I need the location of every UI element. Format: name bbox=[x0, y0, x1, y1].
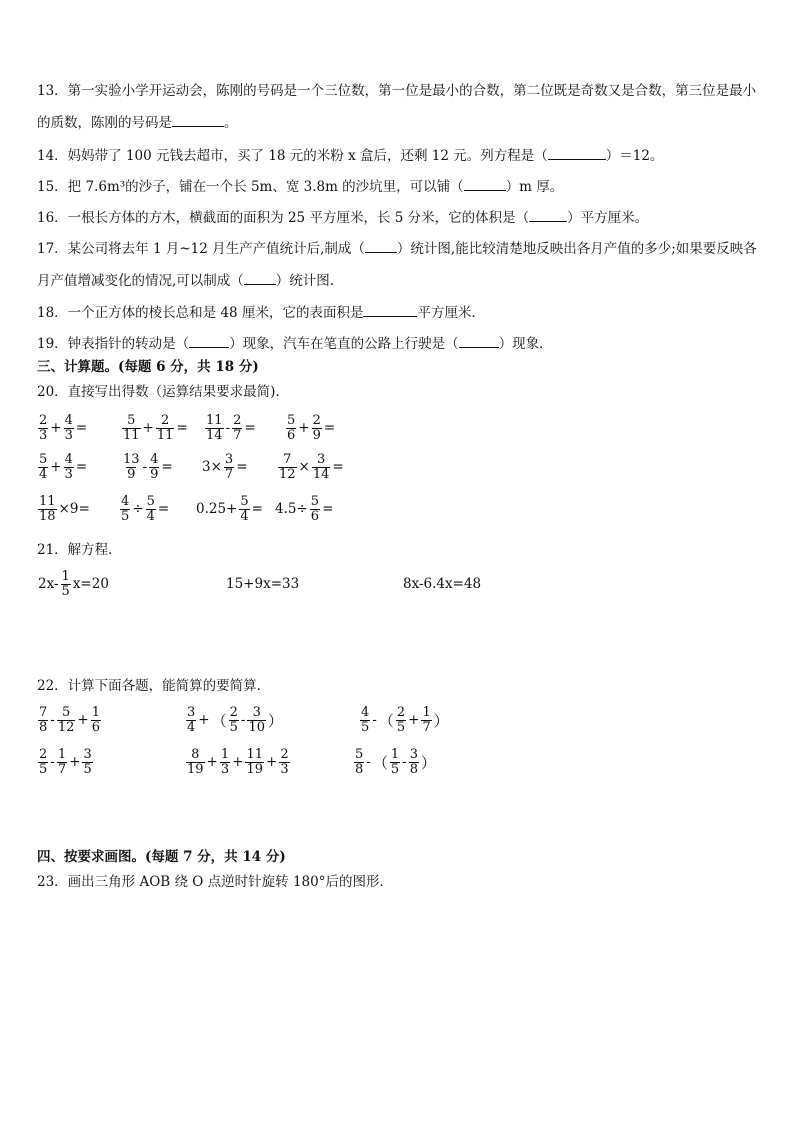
denominator: 12 bbox=[57, 719, 75, 735]
numerator: 11 bbox=[206, 412, 223, 428]
equation bbox=[225, 567, 300, 601]
expr bbox=[353, 745, 437, 779]
operator: - bbox=[240, 712, 246, 728]
equation bbox=[37, 567, 110, 601]
numerator: 5 bbox=[355, 746, 364, 762]
operator: + bbox=[232, 754, 244, 770]
answer-blank[interactable] bbox=[189, 334, 229, 348]
numerator: 4 bbox=[64, 451, 73, 467]
fraction bbox=[156, 414, 175, 443]
fraction bbox=[247, 706, 266, 735]
fraction bbox=[146, 495, 156, 524]
numerator: 5 bbox=[146, 493, 155, 509]
expr bbox=[195, 492, 264, 526]
numerator: 1 bbox=[390, 746, 400, 762]
denominator: 10 bbox=[248, 719, 265, 735]
fraction bbox=[286, 414, 296, 443]
expr bbox=[121, 450, 174, 484]
fraction bbox=[186, 706, 196, 735]
numerator: 5 bbox=[127, 412, 136, 428]
fraction bbox=[122, 453, 141, 482]
denominator: 14 bbox=[206, 427, 223, 443]
expr bbox=[277, 450, 345, 484]
fraction bbox=[38, 495, 57, 524]
section-3-heading: 三、计算题。(每题 6 分，共 18 分) bbox=[37, 359, 259, 375]
denominator: 5 bbox=[229, 719, 238, 735]
fraction bbox=[279, 748, 289, 777]
expr bbox=[37, 703, 102, 737]
denominator: 5 bbox=[121, 508, 130, 524]
numerator: 4 bbox=[121, 493, 130, 509]
operator: = bbox=[244, 420, 256, 436]
question-19: 19．钟表指针的转动是（ ）现象，汽车在笔直的公路上行驶是（ ）现象． bbox=[37, 336, 553, 352]
section-4-heading: 四、按要求画图。(每题 7 分，共 14 分) bbox=[37, 849, 286, 865]
fraction bbox=[239, 495, 249, 524]
expr bbox=[119, 492, 170, 526]
operator: = bbox=[332, 459, 344, 475]
fraction bbox=[38, 414, 48, 443]
numerator: 13 bbox=[123, 451, 140, 467]
fraction bbox=[224, 453, 234, 482]
answer-blank[interactable] bbox=[464, 177, 506, 191]
operator: = bbox=[251, 501, 263, 517]
answer-blank[interactable] bbox=[365, 239, 397, 253]
fraction bbox=[396, 706, 406, 735]
numerator: 2 bbox=[233, 412, 242, 428]
denominator: 11 bbox=[123, 427, 140, 443]
question-20: 20．直接写出得数（运算结果要求最简)． bbox=[37, 384, 289, 400]
numerator: 11 bbox=[39, 493, 56, 509]
fraction bbox=[205, 414, 224, 443]
expr bbox=[285, 411, 336, 445]
parenthesis: （ bbox=[378, 711, 394, 730]
numerator: 3 bbox=[409, 746, 418, 762]
denominator: 4 bbox=[187, 719, 196, 735]
numerator: 3 bbox=[83, 746, 92, 762]
operator: = bbox=[323, 420, 336, 436]
denominator: 5 bbox=[61, 583, 70, 599]
operator: + bbox=[198, 712, 210, 728]
fraction bbox=[149, 453, 159, 482]
numerator: 8 bbox=[191, 746, 200, 762]
denominator: 6 bbox=[287, 427, 296, 443]
denominator: 5 bbox=[83, 761, 92, 777]
denominator: 7 bbox=[57, 761, 67, 777]
question-23: 23．画出三角形 AOB 绕 O 点逆时针旋转 180°后的图形． bbox=[37, 874, 393, 890]
denominator: 11 bbox=[156, 427, 174, 443]
expr bbox=[37, 745, 94, 779]
numerator: 1 bbox=[220, 746, 230, 762]
expr bbox=[201, 450, 249, 484]
expr bbox=[274, 492, 334, 526]
denominator: 12 bbox=[279, 466, 296, 482]
operator: + bbox=[206, 754, 218, 770]
numerator: 3 bbox=[252, 704, 261, 720]
parenthesis: （ bbox=[211, 711, 227, 730]
numerator: 5 bbox=[61, 704, 71, 720]
operator: 8x-6.4x=48 bbox=[403, 576, 482, 592]
fraction bbox=[120, 495, 130, 524]
operator: - bbox=[402, 754, 407, 770]
question-17: 17．某公司将去年 1 月~12 月生产产值统计后,制成（ ）统计图,能比较清楚地反映出各月产值的多少;如果要反映各月产值增减变化的情况,可以制成（ ）统计图. bbox=[37, 241, 757, 289]
operator: - bbox=[225, 420, 231, 436]
operator: = bbox=[75, 459, 88, 475]
fraction bbox=[57, 706, 76, 735]
operator: - bbox=[50, 754, 55, 770]
operator: + bbox=[408, 712, 420, 728]
expr bbox=[37, 450, 88, 484]
denominator: 4 bbox=[146, 508, 155, 524]
denominator: 9 bbox=[150, 466, 159, 482]
numerator: 5 bbox=[39, 451, 48, 467]
fraction bbox=[64, 453, 74, 482]
question-14: 14．妈妈带了 100 元钱去超市，买了 18 元的米粉 x 盒后，还剩 12 元。列方程是（ ）＝12。 bbox=[37, 148, 664, 164]
answer-blank[interactable] bbox=[172, 113, 224, 127]
numerator: 2 bbox=[312, 412, 321, 428]
fraction bbox=[38, 748, 48, 777]
fraction bbox=[390, 748, 400, 777]
operator: = bbox=[322, 501, 334, 517]
denominator: 19 bbox=[187, 761, 204, 777]
question-21: 21．解方程． bbox=[37, 542, 122, 558]
operator: + bbox=[77, 712, 89, 728]
numerator: 5 bbox=[287, 412, 296, 428]
fraction bbox=[354, 748, 364, 777]
operator: = bbox=[176, 420, 188, 436]
operator: + bbox=[50, 420, 62, 436]
equation bbox=[402, 567, 482, 601]
denominator: 5 bbox=[390, 761, 400, 777]
expr bbox=[204, 411, 257, 445]
expr bbox=[37, 411, 88, 445]
numerator: 2 bbox=[39, 412, 48, 428]
operator: 3× bbox=[202, 459, 222, 475]
denominator: 3 bbox=[39, 427, 48, 443]
numerator: 4 bbox=[64, 412, 73, 428]
operator: = bbox=[75, 420, 88, 436]
denominator: 7 bbox=[422, 719, 431, 735]
operator: = bbox=[161, 459, 173, 475]
operator: 0.25+ bbox=[196, 501, 238, 517]
expr bbox=[185, 703, 284, 737]
fraction bbox=[278, 453, 297, 482]
denominator: 5 bbox=[361, 719, 370, 735]
operator: ÷ bbox=[132, 501, 144, 517]
denominator: 14 bbox=[312, 466, 330, 482]
numerator: 1 bbox=[61, 568, 70, 584]
denominator: 3 bbox=[220, 761, 230, 777]
numerator: 1 bbox=[91, 704, 100, 720]
expr bbox=[185, 745, 291, 779]
denominator: 3 bbox=[64, 466, 73, 482]
parenthesis: ） bbox=[420, 753, 436, 772]
fraction bbox=[38, 453, 48, 482]
operator: + bbox=[69, 754, 81, 770]
fraction bbox=[82, 748, 92, 777]
fraction bbox=[91, 706, 101, 735]
operator: - bbox=[142, 459, 148, 475]
numerator: 2 bbox=[39, 746, 48, 762]
denominator: 8 bbox=[355, 761, 364, 777]
answer-blank[interactable] bbox=[459, 334, 499, 348]
question-15: 15．把 7.6m³的沙子，铺在一个长 5m、宽 3.8m 的沙坑里，可以铺（ ）m 厚。 bbox=[37, 179, 564, 195]
operator: ×9= bbox=[58, 501, 90, 517]
denominator: 3 bbox=[280, 761, 289, 777]
numerator: 2 bbox=[280, 746, 289, 762]
operator: + bbox=[50, 459, 62, 475]
operator: = bbox=[157, 501, 170, 517]
expr bbox=[359, 703, 450, 737]
denominator: 5 bbox=[396, 719, 406, 735]
parenthesis: ） bbox=[268, 711, 284, 730]
denominator: 6 bbox=[91, 719, 100, 735]
question-22: 22．计算下面各题，能简算的要简算． bbox=[37, 678, 271, 694]
answer-blank[interactable] bbox=[363, 303, 417, 317]
fraction bbox=[229, 706, 239, 735]
fraction bbox=[232, 414, 242, 443]
answer-blank[interactable] bbox=[529, 208, 567, 222]
fraction bbox=[312, 453, 331, 482]
question-18: 18．一个正方体的棱长总和是 48 厘米，它的表面积是 平方厘米． bbox=[37, 305, 485, 321]
fraction bbox=[64, 414, 74, 443]
denominator: 3 bbox=[64, 427, 73, 443]
fraction bbox=[122, 414, 141, 443]
numerator: 7 bbox=[283, 451, 292, 467]
question-16: 16．一根长方体的方木，横截面的面积为 25 平方厘米，长 5 分米，它的体积是（ ）平方厘米。 bbox=[37, 210, 649, 226]
numerator: 3 bbox=[224, 451, 234, 467]
operator: x=20 bbox=[72, 576, 109, 592]
numerator: 3 bbox=[187, 704, 196, 720]
numerator: 2 bbox=[396, 704, 406, 720]
operator: - bbox=[366, 754, 371, 770]
operator: = bbox=[236, 459, 248, 475]
expr bbox=[121, 411, 189, 445]
denominator: 4 bbox=[39, 466, 48, 482]
operator: 15+9x=33 bbox=[226, 576, 300, 592]
operator: 2x- bbox=[38, 576, 59, 592]
operator: - bbox=[372, 712, 377, 728]
parenthesis: ） bbox=[433, 711, 449, 730]
numerator: 5 bbox=[310, 493, 320, 509]
numerator: 2 bbox=[229, 704, 238, 720]
fraction bbox=[245, 748, 264, 777]
expr bbox=[37, 492, 91, 526]
numerator: 11 bbox=[246, 746, 263, 762]
numerator: 2 bbox=[160, 412, 170, 428]
fraction bbox=[409, 748, 419, 777]
operator: + bbox=[266, 754, 278, 770]
operator: 4.5÷ bbox=[275, 501, 308, 517]
numerator: 7 bbox=[39, 704, 48, 720]
numerator: 1 bbox=[57, 746, 67, 762]
answer-blank[interactable] bbox=[548, 146, 606, 160]
fraction bbox=[312, 414, 322, 443]
numerator: 4 bbox=[150, 451, 159, 467]
denominator: 19 bbox=[246, 761, 263, 777]
denominator: 8 bbox=[409, 761, 418, 777]
denominator: 18 bbox=[39, 508, 56, 524]
denominator: 9 bbox=[127, 466, 136, 482]
numerator: 1 bbox=[422, 704, 431, 720]
denominator: 9 bbox=[312, 427, 321, 443]
numerator: 3 bbox=[316, 451, 326, 467]
fraction bbox=[38, 706, 48, 735]
fraction bbox=[360, 706, 370, 735]
fraction bbox=[310, 495, 320, 524]
numerator: 5 bbox=[240, 493, 249, 509]
fraction bbox=[220, 748, 230, 777]
denominator: 7 bbox=[233, 427, 242, 443]
fraction bbox=[61, 570, 71, 599]
denominator: 7 bbox=[224, 466, 234, 482]
operator: × bbox=[298, 459, 310, 475]
denominator: 8 bbox=[39, 719, 48, 735]
fraction bbox=[421, 706, 431, 735]
question-13: 13．第一实验小学开运动会，陈刚的号码是一个三位数，第一位是最小的合数，第二位既是奇数又是合数，第三位是最小的质数，陈刚的号码是 。 bbox=[37, 83, 757, 131]
parenthesis: （ bbox=[372, 753, 388, 772]
denominator: 5 bbox=[39, 761, 48, 777]
operator: - bbox=[50, 712, 55, 728]
answer-blank[interactable] bbox=[244, 271, 276, 285]
denominator: 6 bbox=[310, 508, 320, 524]
denominator: 4 bbox=[240, 508, 249, 524]
operator: + bbox=[298, 420, 310, 436]
fraction bbox=[57, 748, 67, 777]
operator: + bbox=[142, 420, 154, 436]
fraction bbox=[186, 748, 205, 777]
numerator: 4 bbox=[361, 704, 370, 720]
